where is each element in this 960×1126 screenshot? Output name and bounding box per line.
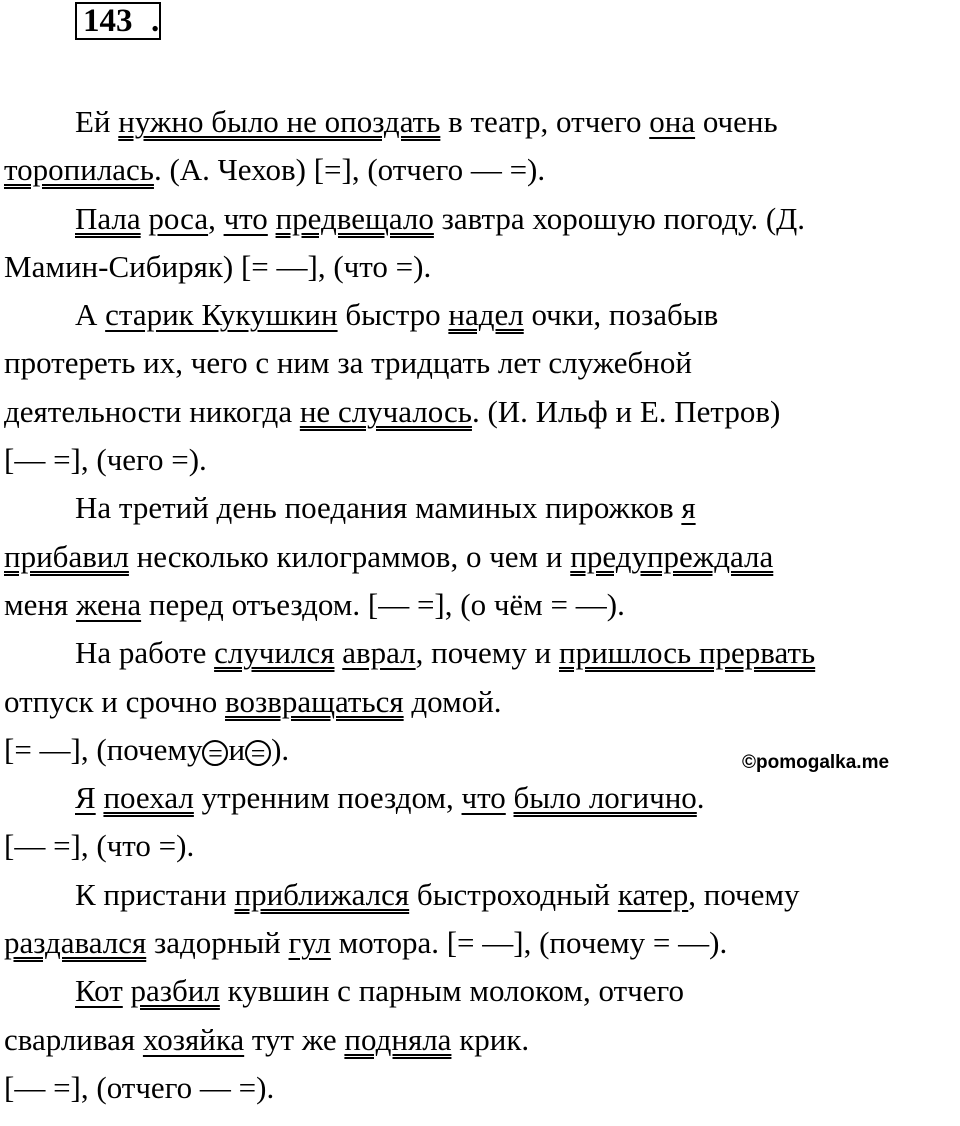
- paragraph-2-line-2: Мамин-Сибиряк) [= —], (что =).: [4, 248, 432, 284]
- paragraph-4-line-1: На третий день поедания маминых пирожков я: [75, 490, 696, 526]
- predicate: разбил: [130, 973, 220, 1009]
- paragraph-5-line-2: отпуск и срочно возвращаться домой.: [4, 683, 502, 719]
- subject: что: [461, 780, 506, 816]
- subject: аврал: [342, 635, 416, 671]
- paragraph-8-line-1: Кот разбил кувшин с парным молоком, отчего: [75, 973, 684, 1009]
- predicate: предвещало: [275, 200, 434, 236]
- paragraph-3-line-2: протереть их, чего с ним за тридцать лет служебной: [4, 345, 692, 381]
- exercise-text: [4, 98, 960, 1112]
- paragraph-4-line-2: прибавил несколько килограммов, о чем и предупреждала: [4, 538, 774, 574]
- paragraph-6-line-2: [— =], (что =).: [4, 828, 195, 864]
- subject: Я: [75, 780, 96, 816]
- paragraph-7-line-2: раздавался задорный гул мотора. [= —], (почему = —).: [4, 925, 728, 961]
- paragraph-5-line-1: На работе случился аврал, почему и пришлось прервать: [75, 635, 816, 671]
- paragraph-3-line-3: деятельности никогда не случалось. (И. Ильф и Е. Петров): [4, 393, 781, 429]
- subject: старик Кукушкин: [105, 297, 338, 333]
- predicate: не случалось: [299, 393, 472, 429]
- subject: жена: [75, 586, 142, 622]
- predicate: раздавался: [4, 925, 147, 961]
- subject: роса: [148, 200, 209, 236]
- paragraph-2-line-1: Пала роса, что предвещало завтра хорошую погоду. (Д.: [75, 200, 806, 236]
- subject: я: [681, 490, 696, 526]
- predicate: поехал: [103, 780, 194, 816]
- paragraph-5-line-3: [= —], (почему = и = ).: [4, 731, 290, 768]
- subject: она: [649, 104, 696, 139]
- predicate: Пала: [75, 200, 141, 236]
- predicate: прибавил: [4, 538, 129, 574]
- subject: что: [223, 200, 268, 236]
- predicate: случился: [214, 635, 335, 671]
- paragraph-1-line-2: торопилась. (А. Чехов) [=], (отчего — =).: [4, 152, 546, 188]
- paragraph-3-line-4: [— =], (чего =).: [4, 442, 207, 478]
- subject: гул: [288, 925, 331, 961]
- paragraph-4-line-3: меня жена перед отъездом. [— =], (о чём = —).: [4, 586, 625, 622]
- paragraph-1-line-1: Ей нужно было не опоздать в театр, отчего она очень: [75, 104, 778, 139]
- subject: Кот: [75, 973, 123, 1009]
- predicate: надел: [448, 297, 524, 333]
- paragraph-8-line-2: сварливая хозяйка тут же подняла крик.: [4, 1021, 530, 1057]
- predicate: подняла: [344, 1021, 452, 1057]
- exercise-number-dot: .: [151, 3, 160, 39]
- exercise-number: 143: [75, 2, 161, 40]
- predicate: пришлось прервать: [559, 635, 816, 671]
- paragraph-6-line-1: Я поехал утренним поездом, что было логично.: [75, 780, 705, 816]
- paragraph-7-line-1: К пристани приближался быстроходный катер, почему: [75, 876, 800, 912]
- predicate: было логично: [513, 780, 697, 816]
- predicate: возвращаться: [225, 683, 404, 719]
- predicate: нужно было не опоздать: [118, 104, 441, 139]
- circled-equals-icon: =: [202, 740, 228, 766]
- circled-equals-icon: =: [245, 740, 271, 766]
- subject: катер: [617, 876, 689, 912]
- predicate: торопилась: [4, 152, 154, 188]
- watermark: ©pomogalka.me: [742, 752, 890, 773]
- paragraph-3-line-1: А старик Кукушкин быстро надел очки, позабыв: [75, 297, 719, 333]
- predicate: приближался: [234, 876, 410, 912]
- paragraph-8-line-3: [— =], (отчего — =).: [4, 1069, 275, 1105]
- predicate: предупреждала: [570, 538, 774, 574]
- subject: хозяйка: [142, 1021, 245, 1057]
